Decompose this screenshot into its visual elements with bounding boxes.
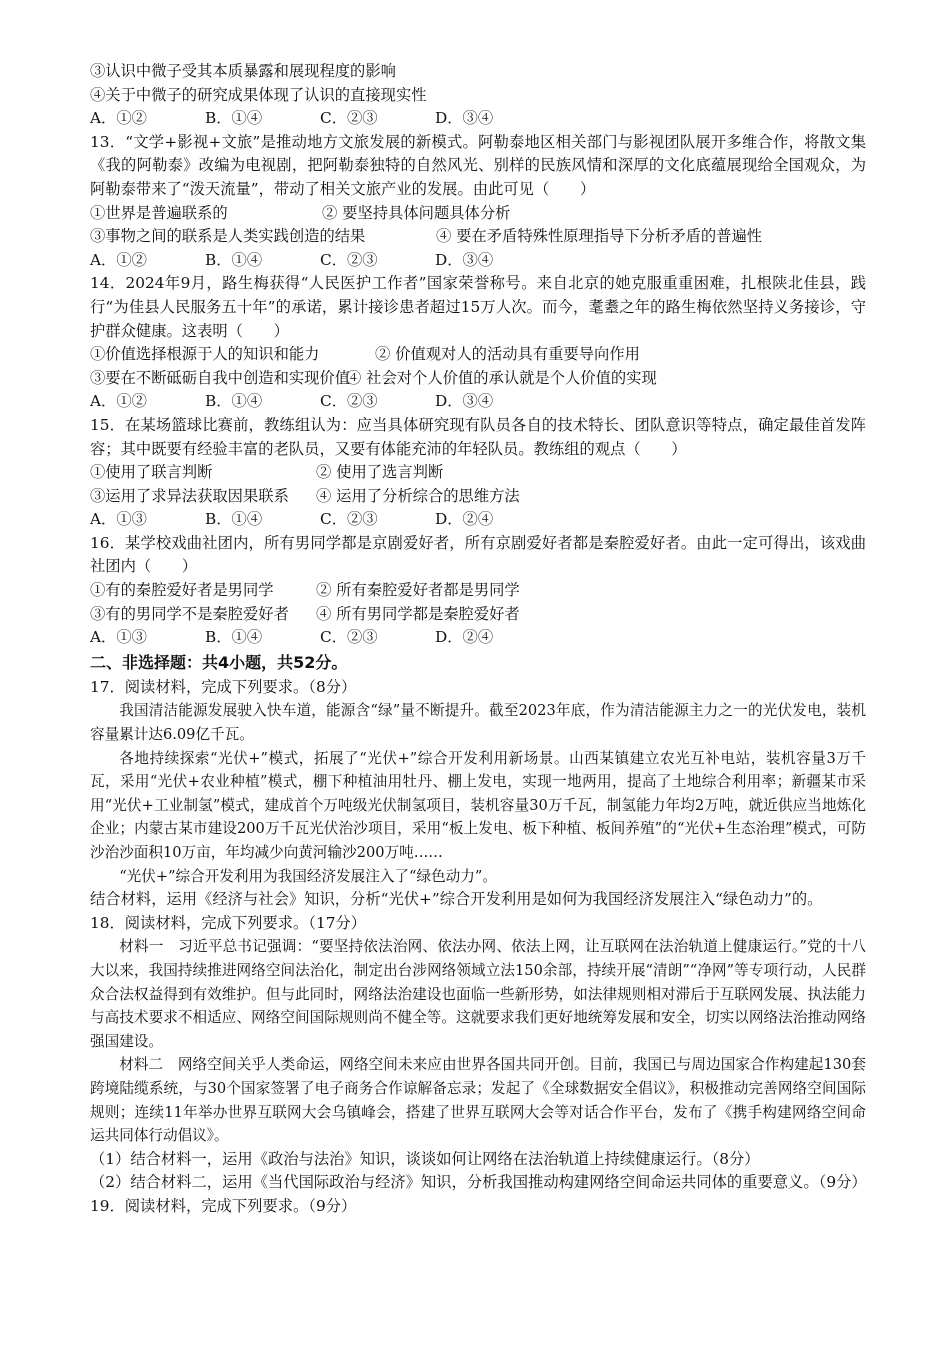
statement-row [90, 579, 866, 603]
statement-1: ①世界是普遍联系的 [90, 203, 228, 222]
option-b[interactable]: B．①④ [205, 628, 263, 647]
statement-3: ③运用了求异法获取因果联系 [90, 486, 289, 505]
statement-row [90, 603, 866, 627]
material-one: 材料一 习近平总书记强调：“要坚持依法治网、依法办网、依法上网，让互联网在法治轨道上健康运行。”党的十八大以来，我国持续推进网络空间法治化，制定出台涉网络领域立法150余部，持续开展“清朗”“净网”等专项行动，人民群众合法权益得到有效维护。但与此同时，网络法治建设也面临一些新形势，如法律规则相对滞后于互联网发展、执法能力与高技术要求不相适应、网络空间国际规则尚不健全等。这就要求我们更好地统筹发展和安全，切实以网络法治推动网络强国建设。 [90, 938, 866, 1050]
option-a[interactable]: A．①② [90, 109, 147, 128]
answer-options [90, 626, 866, 650]
statement-4: ④ 要在矛盾特殊性原理指导下分析矛盾的普遍性 [436, 227, 763, 246]
question-17 [90, 676, 866, 912]
statement-row [90, 461, 866, 485]
statement-3: ③有的男同学不是秦腔爱好者 [90, 604, 289, 623]
statement-1: ①使用了联言判断 [90, 463, 213, 482]
statement-4: ④关于中微子的研究成果体现了认识的直接现实性 [90, 85, 427, 104]
material-paragraph: 我国清洁能源发展驶入快车道，能源含“绿”量不断提升。截至2023年底，作为清洁能源主力之一的光伏发电，装机容量累计达6.09亿千瓦。 [90, 702, 866, 744]
option-b[interactable]: B．①④ [205, 392, 263, 411]
statement-2: ② 要坚持具体问题具体分析 [322, 203, 511, 222]
question-16 [90, 532, 866, 650]
material-two: 材料二 网络空间关乎人类命运，网络空间未来应由世界各国共同开创。目前，我国已与周边国家合作构建起130套跨境陆缆系统，与30个国家签署了电子商务合作谅解备忘录；发起了《全球数据安全倡议》，积极推动完善网络空间国际规则；连续11年举办世界互联网大会乌镇峰会，搭建了世界互联网大会等对话合作平台，发布了《携手构建网络空间命运共同体行动倡议》。 [90, 1056, 866, 1145]
statement-row [90, 202, 866, 226]
statement-3: ③要在不断砥砺自我中创造和实现价值 [90, 368, 351, 387]
sub-question-1: （1）结合材料一，运用《政治与法治》知识，谈谈如何让网络在法治轨道上持续健康运行。（8分） [90, 1149, 760, 1168]
question-stem: 13．“文学+影视+文旅”是推动地方文旅发展的新模式。阿勒泰地区相关部门与影视团队展开多维合作，将散文集《我的阿勒泰》改编为电视剧，把阿勒泰独特的自然风光、别样的民族风情和深厚的文化底蕴展现给全国观众，为阿勒泰带来了“泼天流量”，带动了相关文旅产业的发展。由此可见（ ） [90, 132, 866, 198]
statement-4: ④ 运用了分析综合的思维方法 [316, 486, 520, 505]
answer-options [90, 390, 866, 414]
question-heading: 18．阅读材料，完成下列要求。（17分） [90, 913, 367, 932]
question-18 [90, 912, 866, 1195]
statement-3: ③认识中微子受其本质暴露和展现程度的影响 [90, 62, 396, 80]
option-b[interactable]: B．①④ [205, 510, 263, 529]
option-a[interactable]: A．①② [90, 392, 147, 411]
option-c[interactable]: C．②③ [320, 628, 378, 647]
question-stem: 15．在某场篮球比赛前，教练组认为：应当具体研究现有队员各自的技术特长、团队意识等特点，确定最佳首发阵容；其中既要有经验丰富的老队员，又要有体能充沛的年轻队员。教练组的观点（ ） [90, 415, 866, 458]
answer-options [90, 107, 866, 131]
statement-2: ② 所有秦腔爱好者都是男同学 [316, 581, 520, 600]
material-paragraph: “光伏+”综合开发利用为我国经济发展注入了“绿色动力”。 [119, 867, 497, 885]
statement-row [90, 225, 866, 249]
statement-row [90, 343, 866, 367]
statement-2: ② 价值观对人的活动具有重要导向作用 [375, 345, 640, 364]
statement-4: ④ 社会对个人价值的承认就是个人价值的实现 [346, 368, 657, 387]
question-13 [90, 131, 866, 273]
option-d[interactable]: D．③④ [435, 392, 494, 411]
question-15 [90, 414, 866, 532]
statement-3: ③事物之间的联系是人类实践创造的结果 [90, 227, 366, 246]
question-requirement: 结合材料，运用《经济与社会》知识，分析“光伏+”综合开发利用是如何为我国经济发展注入“绿色动力”的。 [90, 890, 823, 909]
option-d[interactable]: D．②④ [435, 628, 494, 647]
statement-row [90, 485, 866, 509]
option-a[interactable]: A．①③ [90, 510, 147, 529]
statement-1: ①价值选择根源于人的知识和能力 [90, 345, 320, 364]
option-d[interactable]: D．②④ [435, 510, 494, 529]
option-c[interactable]: C．②③ [320, 510, 378, 529]
option-a[interactable]: A．①③ [90, 628, 147, 647]
statement-1: ①有的秦腔爱好者是男同学 [90, 581, 274, 600]
option-c[interactable]: C．②③ [320, 392, 378, 411]
exam-page [90, 60, 866, 1219]
answer-options [90, 508, 866, 532]
sub-question-2: （2）结合材料二，运用《当代国际政治与经济》知识，分析我国推动构建网络空间命运共同体的重要意义。（9分） [90, 1173, 867, 1192]
question-14 [90, 272, 866, 414]
option-c[interactable]: C．②③ [320, 109, 378, 128]
question-stem: 14．2024年9月，路生梅获得“人民医护工作者”国家荣誉称号。来自北京的她克服重重困难，扎根陕北佳县，践行“为佳县人民服务五十年”的承诺，累计接诊患者超过15万人次。而今，耄耋之年的路生梅依然坚持义务接诊，守护群众健康。这表明（ ） [90, 274, 866, 340]
option-c[interactable]: C．②③ [320, 250, 378, 269]
option-d[interactable]: D．③④ [435, 250, 494, 269]
statement-row [90, 367, 866, 391]
question-stem: 16．某学校戏曲社团内，所有男同学都是京剧爱好者，所有京剧爱好者都是秦腔爱好者。由此一定可得出，该戏曲社团内（ ） [90, 533, 866, 576]
question-12-tail [90, 60, 866, 131]
question-heading: 17．阅读材料，完成下列要求。（8分） [90, 677, 357, 696]
option-a[interactable]: A．①② [90, 250, 147, 269]
statement-4: ④ 所有男同学都是秦腔爱好者 [316, 604, 520, 623]
question-heading: 19．阅读材料，完成下列要求。（9分） [90, 1196, 357, 1215]
section-title: 二、非选择题：共4小题，共52分。 [90, 652, 348, 672]
answer-options [90, 249, 866, 273]
statement-2: ② 使用了选言判断 [316, 463, 444, 482]
material-paragraph: 各地持续探索“光伏+”模式，拓展了“光伏+”综合开发利用新场景。山西某镇建立农光互补电站，装机容量3万千瓦，采用“光伏+农业种植”模式，棚下种植油用牡丹、棚上发电，实现一地两用，提高了土地综合利用率；新疆某市采用“光伏+工业制氢”模式，建成首个万吨级光伏制氢项目，装机容量30万千瓦，制氢能力年均2万吨，就近供应当地炼化企业；内蒙古某市建设200万千瓦光伏治沙项目，采用“板上发电、板下种植、板间养殖”的“光伏+生态治理”模式，可防沙治沙面积10万亩，年均减少向黄河输沙200万吨…… [90, 749, 866, 861]
option-b[interactable]: B．①④ [205, 250, 263, 269]
option-b[interactable]: B．①④ [205, 109, 263, 128]
option-d[interactable]: D．③④ [435, 109, 494, 128]
question-19 [90, 1195, 866, 1219]
